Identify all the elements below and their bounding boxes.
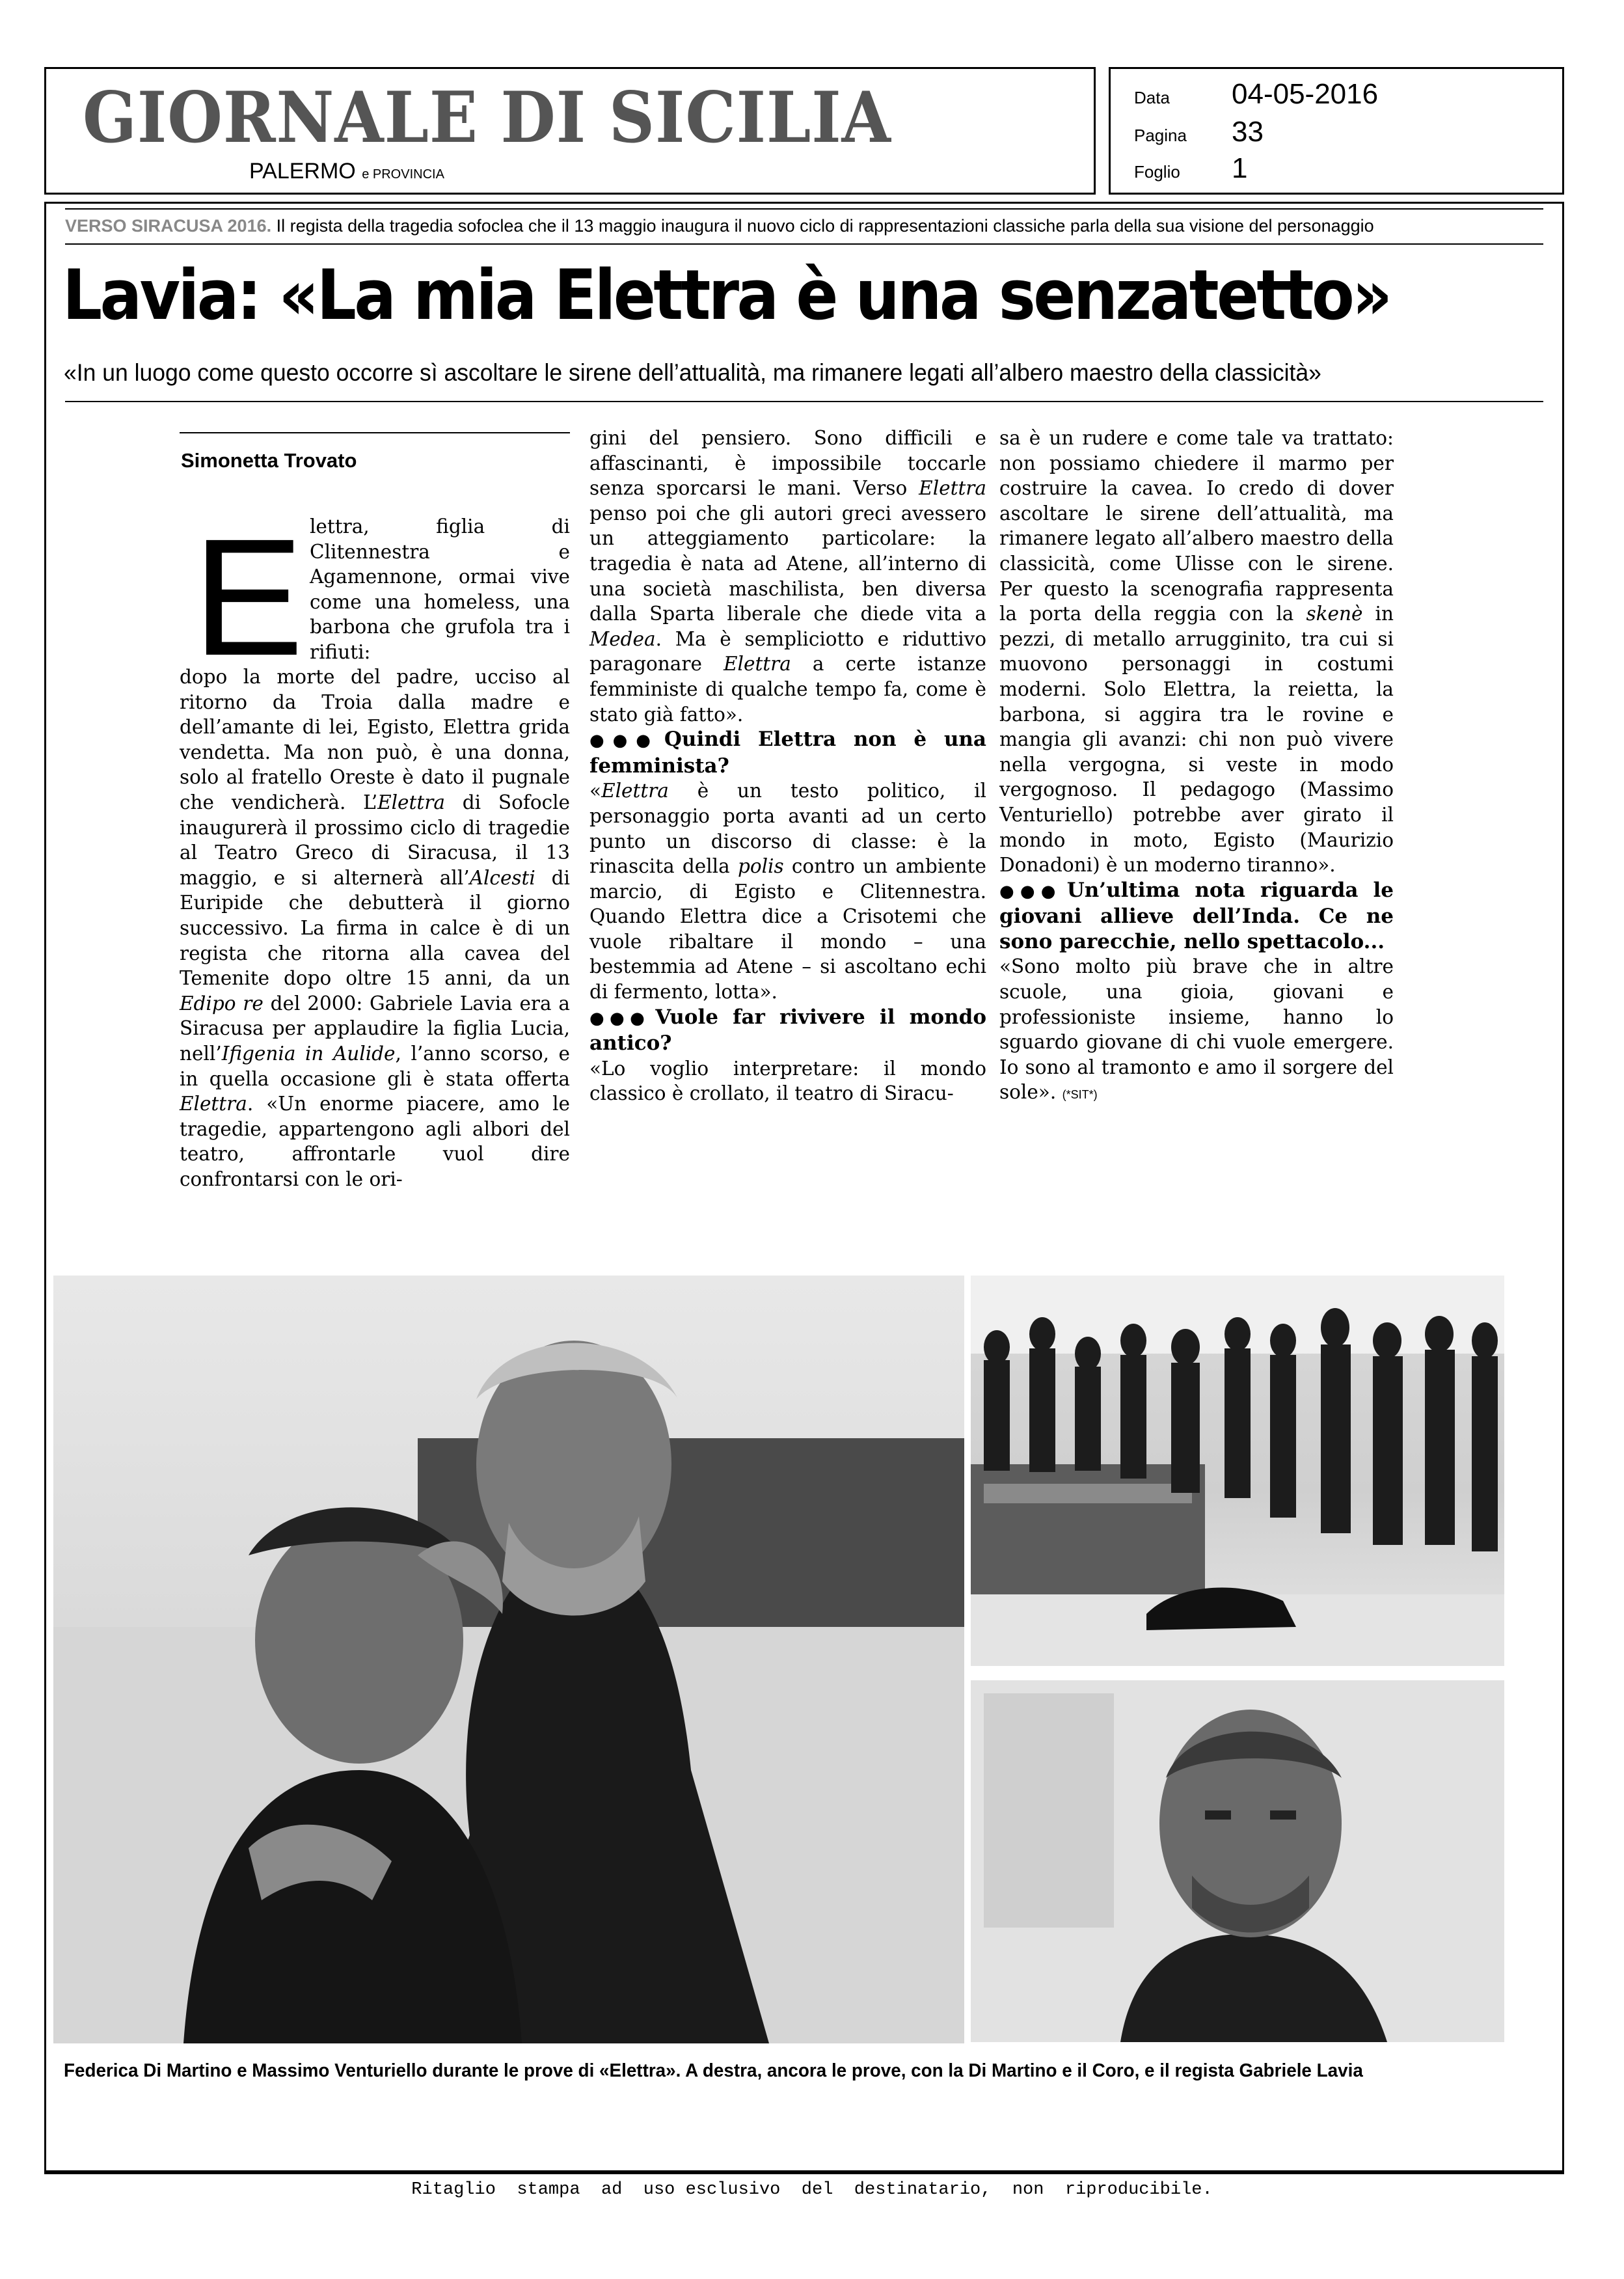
photo-portrait-illustration (971, 1680, 1504, 2042)
date-label: Data (1134, 88, 1170, 107)
meta-date-row (1134, 78, 1378, 111)
work-title: Elettra (180, 1093, 247, 1115)
text-run: « (589, 780, 602, 802)
meta-page-row (1134, 116, 1264, 148)
headline: Lavia: «La mia Elettra è una senzatetto» (62, 255, 1390, 335)
subheadline: «In un luogo come questo occorre sì ascoltare le sirene dell’attualità, ma rimanere legati all’albero maestro della classicità» (64, 359, 1321, 386)
question-text: Vuole far rivivere il mondo antico? (589, 1005, 986, 1056)
work-title: Elettra (601, 780, 669, 802)
masthead (44, 67, 1096, 195)
kicker-text: Il regista della tragedia sofoclea che il 13 maggio inaugura il nuovo ciclo di rappresentazioni classiche parla della sua visione del personaggio (276, 216, 1374, 236)
interview-question (589, 727, 986, 778)
emphasis: skenè (1306, 603, 1363, 625)
photo-director-portrait (971, 1680, 1504, 2042)
paragraph (999, 954, 1394, 1108)
divider (65, 208, 1543, 210)
divider (44, 2172, 1564, 2174)
work-title: Elettra (919, 477, 986, 500)
drop-cap: E (193, 504, 304, 690)
work-title: Elettra (724, 653, 791, 676)
newspaper-logo: GIORNALE DI SICILIA (83, 77, 891, 159)
text-run: , l’anno scorso, e in quella occasione gli è stata offerta (180, 1042, 570, 1090)
emphasis: polis (737, 855, 784, 878)
work-title: Edipo re (180, 992, 264, 1015)
kicker-tag: VERSO SIRACUSA 2016. (65, 216, 272, 236)
author-signature: (*SIT*) (1062, 1088, 1098, 1102)
work-title: Medea (589, 627, 656, 650)
text-run: penso poi che gli autori greci avessero un atteggiamento particolare: la tragedia è nata ad Atene, all’interno di una società maschilista, ben diversa dalla Sparta liberale che diede vita a (589, 502, 986, 625)
paragraph: lettra, figlia di Clitennestra e Agamennone, ormai vive come una homeless, una barbona che grufola tra i rifiuti: (310, 515, 570, 663)
text-run: di Euripide che debutterà il giorno successivo. La firma in calce è di un regista che ritorna alla cavea del Temenite dopo oltre 15 anni, da un (180, 866, 570, 990)
column-1 (180, 664, 570, 1192)
edition-small: e PROVINCIA (362, 167, 444, 182)
paragraph (589, 426, 986, 727)
divider (180, 432, 570, 433)
text-run: di Sofocle inaugurerà il prossimo ciclo di tragedie al Teatro Greco di Siracusa, il 13 maggio, e si alternerà all’ (180, 791, 570, 889)
column-3 (999, 426, 1394, 1108)
sheet-label: Foglio (1134, 162, 1180, 182)
kicker (65, 216, 1374, 236)
text-run: . Ma è sempliciotto e riduttivo paragonare (589, 627, 986, 676)
sheet-value: 1 (1232, 152, 1248, 184)
page-label: Pagina (1134, 126, 1187, 145)
text-run: dopo la morte del padre, ucciso al ritorno da Troia dalla madre e dell’amante di lei, Egisto, Elettra grida vendetta. Ma non può, è una donna, solo al fratello Oreste è dato il pugnale che vendicherà. L’ (180, 666, 570, 813)
text-run: in pezzi, di metallo arrugginito, tra cui si muovono personaggi in costumi moderni. Solo Elettra, la reietta, la barbona, si aggira tra le rovine e mangia gli avanzi: chi non può vivere nella vergogna, si veste in modo vergognoso. Il pedagogo (Massimo Venturiello) potrebbe aver girato il mondo in moto, Egisto (Maurizio Donadoni) è un moderno tiranno». (999, 603, 1394, 877)
divider (65, 401, 1543, 402)
meta-sheet-row (1134, 152, 1247, 185)
bullet-dots-icon: ●●● (589, 731, 659, 751)
photo-caption: Federica Di Martino e Massimo Venturiello durante le prove di «Elettra». A destra, ancora le prove, con la Di Martino e il Coro, e il regista Gabriele Lavia (64, 2060, 1363, 2081)
interview-question (589, 1005, 986, 1056)
paragraph (180, 664, 570, 1192)
paragraph: «Lo voglio interpretare: il mondo classico è crollato, il teatro di Siracu- (589, 1057, 986, 1105)
text-run: «Sono molto più brave che in altre scuole, una gioia, giovani e professioniste insieme, hanno lo sguardo giovane di chi vuole emergere. Io sono al tramonto e amo il sorgere del sole». (999, 955, 1394, 1104)
clipping-meta-box (1109, 67, 1564, 195)
interview-question (999, 878, 1394, 955)
paragraph (589, 778, 986, 1004)
edition-label (249, 159, 444, 184)
photo-chorus-illustration (971, 1276, 1504, 1666)
byline: Simonetta Trovato (181, 449, 357, 472)
text-run: a certe istanze femministe di qualche tempo fa, come è stato già fatto». (589, 653, 986, 726)
work-title: Alcesti (469, 866, 535, 889)
question-text: Quindi Elettra non è una femminista? (589, 728, 986, 778)
paragraph (999, 426, 1394, 878)
bullet-dots-icon: ●●● (589, 1008, 651, 1028)
text-run: del 2000: Gabriele Lavia era a Siracusa per applaudire la figlia Lucia, nell’ (180, 992, 570, 1065)
work-title: Elettra (377, 791, 445, 813)
text-run: sa è un rudere e come tale va trattato: non possiamo chiedere il marmo per costruire la cavea. Io credo di dover ascoltare le sirene dell’attualità, ma rimanere legato all’albero maestro della classicità, come Ulisse con le sirene. Per questo la scenografia rappresenta la porta della reggia con la (999, 427, 1394, 625)
work-title: Ifigenia in Aulide (221, 1042, 396, 1065)
page-value: 33 (1232, 116, 1264, 148)
text-run: contro un ambiente marcio, di Egisto e Clitennestra. Quando Elettra dice a Crisotemi che vuole ribaltare il mondo – una bestemmia ad Atene – si ascoltano echi di fermento, lotta». (589, 855, 986, 1003)
text-run: gini del pensiero. Sono difficili e affascinanti, è impossibile toccarle senza sporcarsi le mani. Verso (589, 427, 986, 500)
photo-rehearsal-embrace (53, 1276, 964, 2043)
text-run: . «Un enorme piacere, amo le tragedie, appartengono agli albori del teatro, affrontarle vuol dire confrontarsi con le ori- (180, 1093, 570, 1190)
photo-chorus-rehearsal (971, 1276, 1504, 1666)
edition-main: PALERMO (249, 159, 356, 184)
photo-embrace-illustration (53, 1276, 964, 2043)
column-2 (589, 426, 986, 1106)
bullet-dots-icon: ●●● (999, 881, 1062, 901)
date-value: 04-05-2016 (1232, 78, 1379, 110)
column-1-intro (310, 514, 570, 665)
footer-disclaimer: Ritaglio stampa ad uso esclusivo del destinatario, non riproducibile. (411, 2180, 1213, 2200)
divider (65, 243, 1543, 245)
text-run: è un testo politico, il personaggio porta avanti ad un certo punto un discorso di classe: è la rinascita della (589, 780, 986, 878)
question-text: Un’ultima nota riguarda le giovani allieve dell’Inda. Ce ne sono parecchie, nello spettacolo... (999, 878, 1394, 953)
